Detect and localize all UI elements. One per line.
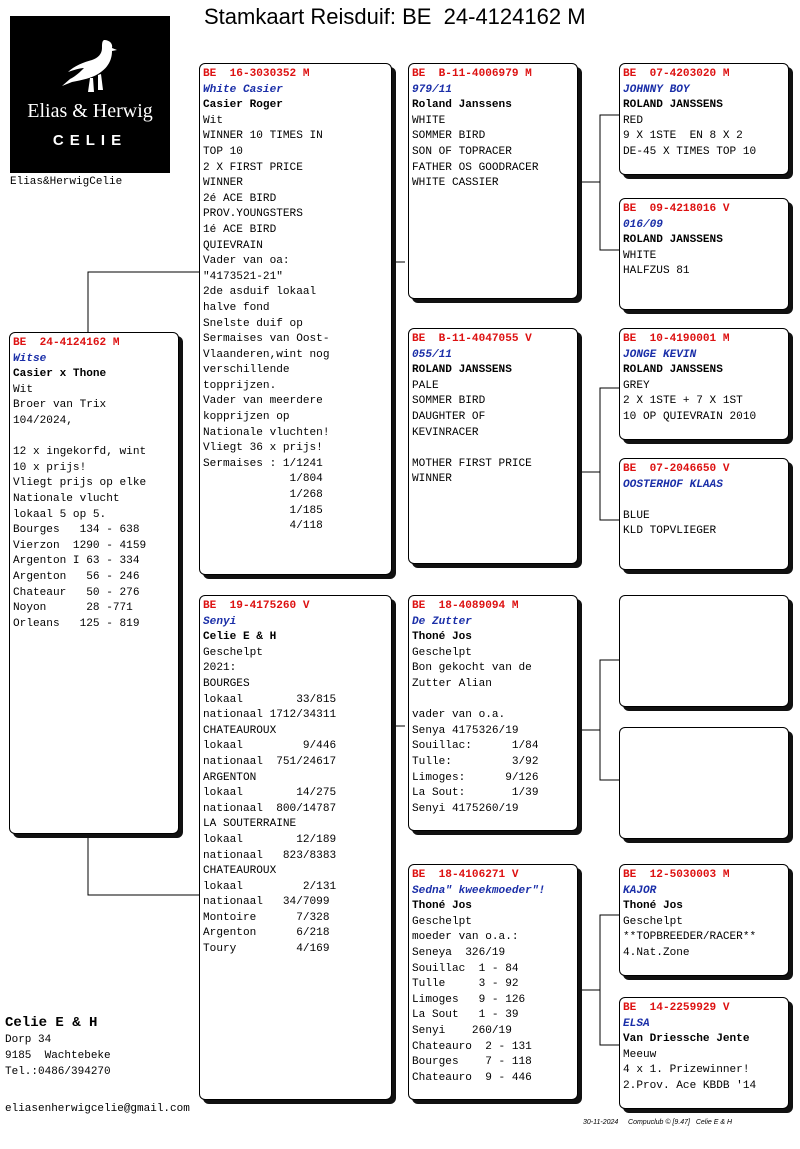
card-line: Wit [203, 114, 223, 127]
card-line: QUIEVRAIN [203, 239, 263, 252]
card-line: MOTHER FIRST PRICE [412, 457, 532, 470]
pedigree-card-sds [619, 328, 789, 440]
card-line: Limoges 9 - 126 [412, 993, 526, 1006]
card-line: Geschelpt [203, 646, 263, 659]
card-line: verschillende [203, 364, 290, 377]
card-line: Nationale vlucht [13, 492, 120, 505]
pedigree-card-dam-sire [408, 595, 578, 831]
card-line: Montoire 7/328 [203, 911, 330, 924]
card-ring: BE 10-4190001 M [623, 333, 730, 345]
card-ring: BE B-11-4047055 V [412, 333, 532, 345]
card-line: Orleans 125 - 819 [13, 617, 140, 630]
card-line: WINNER [203, 177, 243, 190]
pedigree-card-ddd [619, 997, 789, 1109]
card-line: lokaal 5 op 5. [13, 508, 107, 521]
card-owner: Casier x Thone [13, 368, 107, 381]
card-line: halve fond [203, 301, 270, 314]
card-ring: BE B-11-4006979 M [412, 68, 532, 80]
card-line: TOP 10 [203, 145, 243, 158]
card-name: KAJOR [623, 884, 657, 897]
card-line: lokaal 2/131 [203, 880, 337, 893]
card-line: Vierzon 1290 - 4159 [13, 539, 147, 552]
owner-name: Celie E & H [5, 1015, 98, 1031]
card-line: Argenton 6/218 [203, 927, 330, 940]
card-line: GREY [623, 379, 650, 392]
card-line: 1/185 [203, 504, 323, 517]
pedigree-card-sdd [619, 458, 789, 570]
card-name: Senyi [203, 615, 237, 628]
card-line: Senya 4175326/19 [412, 724, 519, 737]
card-line: HALFZUS 81 [623, 265, 690, 278]
owner-email: eliasenherwigcelie@gmail.com [5, 1103, 190, 1115]
card-owner: Casier Roger [203, 99, 283, 112]
card-line: Tulle: 3/92 [412, 755, 539, 768]
card-ring: BE 19-4175260 V [203, 600, 310, 612]
card-owner: Roland Janssens [412, 99, 512, 112]
card-owner: Van Driessche Jente [623, 1033, 750, 1046]
card-line: Vlaanderen,wint nog [203, 348, 330, 361]
card-line: Sermaises : 1/1241 [203, 457, 323, 470]
card-owner: Celie E & H [203, 631, 277, 644]
card-line: Senyi 260/19 [412, 1024, 512, 1037]
card-owner: ROLAND JANSSENS [623, 234, 723, 247]
card-line: WHITE [623, 249, 657, 262]
card-owner: Thoné Jos [623, 900, 683, 913]
card-line [412, 441, 574, 457]
card-ring: BE 09-4218016 V [623, 203, 730, 215]
card-line: Limoges: 9/126 [412, 771, 539, 784]
card-line: lokaal 9/446 [203, 740, 337, 753]
card-owner: ROLAND JANSSENS [412, 364, 512, 377]
card-line: PROV.YOUNGSTERS [203, 208, 303, 221]
card-owner: ROLAND JANSSENS [623, 364, 723, 377]
card-name: Sedna" kweekmoeder"! [412, 884, 546, 897]
card-line: LA SOUTERRAINE [203, 818, 297, 831]
card-line: La Sout 1 - 39 [412, 1009, 519, 1022]
card-line: lokaal 12/189 [203, 833, 337, 846]
card-line [412, 693, 574, 709]
card-line: Bon gekocht van de [412, 662, 532, 675]
card-line: Bourges 134 - 638 [13, 524, 140, 537]
card-line: lokaal 33/815 [203, 693, 337, 706]
card-line: Toury 4/169 [203, 943, 330, 956]
card-line: 4 x 1. Prizewinner! [623, 1064, 750, 1077]
card-name: 016/09 [623, 218, 663, 231]
card-line: Argenton 56 - 246 [13, 570, 140, 583]
card-ring: BE 12-5030003 M [623, 869, 730, 881]
owner-city: 9185 Wachtebeke [5, 1050, 111, 1062]
card-line: BOURGES [203, 677, 250, 690]
card-line: 2 X FIRST PRICE [203, 161, 303, 174]
card-line: WINNER 10 TIMES IN [203, 130, 323, 143]
logo-subtext: CELIE [52, 132, 128, 149]
card-line: 1/804 [203, 473, 323, 486]
card-line: Vliegt prijs op elke [13, 477, 147, 490]
card-line: 104/2024, [13, 414, 73, 427]
card-line: 2021: [203, 662, 237, 675]
pedigree-card-dds [619, 864, 789, 976]
card-line: 2de asduif lokaal [203, 286, 317, 299]
card-line: nationaal 1712/34311 [203, 709, 337, 722]
card-line: 1/268 [203, 489, 323, 502]
card-line: CHATEAUROUX [203, 724, 277, 737]
card-line: Senyi 4175260/19 [412, 802, 519, 815]
card-ring: BE 07-4203020 M [623, 68, 730, 80]
card-line: "4173521-21" [203, 270, 283, 283]
card-line: Chateauro 9 - 446 [412, 1071, 532, 1084]
card-line: Meeuw [623, 1048, 657, 1061]
card-line: PALE [412, 379, 439, 392]
page-title: Stamkaart Reisduif: BE 24-4124162 M [204, 4, 586, 29]
card-owner: ROLAND JANSSENS [623, 99, 723, 112]
card-line: Argenton I 63 - 334 [13, 555, 140, 568]
card-ring: BE 14-2259929 V [623, 1002, 730, 1014]
card-line: SOMMER BIRD [412, 395, 486, 408]
card-line: CHATEAUROUX [203, 865, 277, 878]
card-name: JONGE KEVIN [623, 348, 697, 361]
card-line: kopprijzen op [203, 411, 290, 424]
card-line: Snelste duif op [203, 317, 303, 330]
pedigree-card-dam-dam [408, 864, 578, 1100]
card-ring: BE 24-4124162 M [13, 337, 120, 349]
card-line: Chateauro 2 - 131 [412, 1040, 532, 1053]
card-line: Geschelpt [412, 646, 472, 659]
pedigree-card-subject [9, 332, 179, 834]
card-line: SON OF TOPRACER [412, 145, 512, 158]
card-line: **TOPBREEDER/RACER** [623, 931, 757, 944]
card-line: KEVINRACER [412, 426, 479, 439]
card-line: Bourges 7 - 118 [412, 1056, 532, 1069]
card-line: RED [623, 114, 643, 127]
pedigree-card-dsd [619, 727, 789, 839]
card-line: 4/118 [203, 520, 323, 533]
card-line: Chateaur 50 - 276 [13, 586, 140, 599]
card-line: nationaal 751/24617 [203, 755, 337, 768]
footer-software: Compuclub © [9.47] [628, 1119, 690, 1126]
card-line: SOMMER BIRD [412, 130, 486, 143]
card-line: 2.Prov. Ace KBDB '14 [623, 1079, 757, 1092]
card-line: DAUGHTER OF [412, 410, 486, 423]
card-line: Wit [13, 383, 33, 396]
card-line: Sermaises van Oost- [203, 333, 330, 346]
card-line: moeder van o.a.: [412, 931, 519, 944]
card-line: Noyon 28 -771 [13, 602, 133, 615]
card-line: KLD TOPVLIEGER [623, 525, 717, 538]
logo-caption: Elias&HerwigCelie [10, 176, 123, 188]
footer-date: 30-11-2024 [583, 1119, 619, 1126]
card-line: 12 x ingekorfd, wint [13, 446, 147, 459]
card-line: 1é ACE BIRD [203, 223, 277, 236]
card-line: nationaal 34/7099 [203, 896, 330, 909]
owner-address [5, 1015, 111, 1080]
pedigree-card-sire [199, 63, 392, 575]
card-line: WHITE [412, 114, 446, 127]
pedigree-card-ssd [619, 198, 789, 310]
card-line: Geschelpt [412, 915, 472, 928]
pedigree-card-sss [619, 63, 789, 175]
card-line: La Sout: 1/39 [412, 787, 539, 800]
owner-street: Dorp 34 [5, 1034, 52, 1046]
card-name: JOHNNY BOY [623, 83, 690, 96]
card-name: White Casier [203, 83, 283, 96]
card-line: Broer van Trix [13, 399, 107, 412]
card-line: Souillac 1 - 84 [412, 962, 519, 975]
card-line [13, 430, 175, 446]
card-name: De Zutter [412, 615, 472, 628]
card-name: ELSA [623, 1017, 650, 1030]
card-line: 2é ACE BIRD [203, 192, 277, 205]
pedigree-card-dss [619, 595, 789, 707]
card-ring: BE 18-4089094 M [412, 600, 519, 612]
card-line: FATHER OS GOODRACER [412, 161, 539, 174]
card-line: nationaal 800/14787 [203, 802, 337, 815]
card-line: vader van o.a. [412, 709, 506, 722]
card-line: Vader van oa: [203, 255, 290, 268]
owner-phone: Tel.:0486/394270 [5, 1066, 111, 1078]
card-line: DE-45 X TIMES TOP 10 [623, 145, 757, 158]
pedigree-card-dam [199, 595, 392, 1100]
card-line: 10 OP QUIEVRAIN 2010 [623, 410, 757, 423]
card-name: OOSTERHOF KLAAS [623, 478, 723, 491]
card-line: Seneya 326/19 [412, 946, 506, 959]
card-line: nationaal 823/8383 [203, 849, 337, 862]
card-line: 4.Nat.Zone [623, 946, 690, 959]
card-line: BLUE [623, 509, 650, 522]
card-line: topprijzen. [203, 379, 277, 392]
card-line: WHITE CASSIER [412, 177, 499, 190]
card-line: Zutter Alian [412, 677, 492, 690]
pedigree-card-sire-dam [408, 328, 578, 564]
card-line: Nationale vluchten! [203, 426, 330, 439]
card-line: lokaal 14/275 [203, 787, 337, 800]
card-line: 2 X 1STE + 7 X 1ST [623, 395, 743, 408]
footer-owner: Celie E & H [695, 1119, 733, 1126]
card-line: Souillac: 1/84 [412, 740, 539, 753]
card-line: 10 x prijs! [13, 461, 87, 474]
card-line: ARGENTON [203, 771, 257, 784]
card-ring: BE 18-4106271 V [412, 869, 519, 881]
card-name: 055/11 [412, 348, 452, 361]
print-footer [583, 1119, 732, 1126]
logo-text: Elias & Herwig [27, 100, 153, 122]
card-owner: Thoné Jos [412, 900, 472, 913]
card-owner: Thoné Jos [412, 631, 472, 644]
card-line: Geschelpt [623, 915, 683, 928]
card-line [623, 493, 785, 509]
card-ring: BE 16-3030352 M [203, 68, 310, 80]
card-name: Witse [13, 352, 47, 365]
card-line: Vliegt 36 x prijs! [203, 442, 323, 455]
card-ring: BE 07-2046650 V [623, 463, 730, 475]
card-line: Vader van meerdere [203, 395, 323, 408]
card-line: WINNER [412, 473, 452, 486]
card-line: Tulle 3 - 92 [412, 978, 519, 991]
card-line: 9 X 1STE EN 8 X 2 [623, 130, 743, 143]
pedigree-card-sire-sire [408, 63, 578, 299]
card-name: 979/11 [412, 83, 452, 96]
